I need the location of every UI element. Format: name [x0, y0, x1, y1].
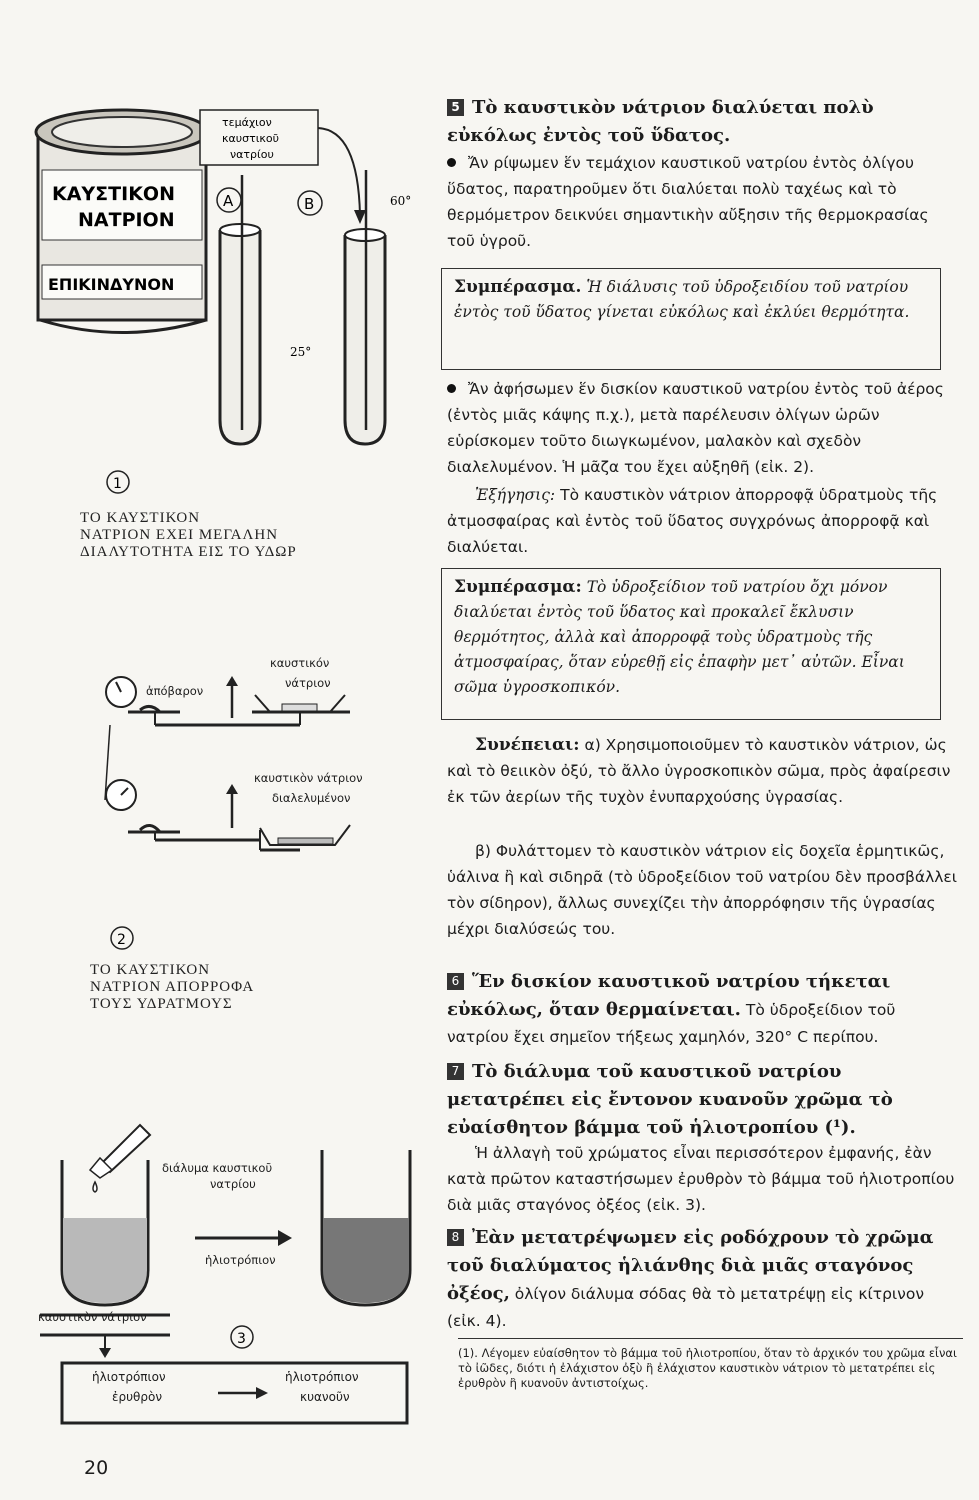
conclusion-box-1: [441, 268, 941, 370]
figure-2-top-label-1: καυστικόν: [270, 656, 330, 670]
tube-b-label: B: [304, 195, 315, 213]
page-number: 20: [84, 1457, 109, 1479]
footnote-rule: [458, 1338, 963, 1339]
section-8-text: ὀλίγον διάλυμα σόδας θὰ τὸ μετατρέψῃ εἰς κίτρινον (εἰκ. 4).: [447, 1285, 924, 1330]
section-6-text: Τὸ ὑδροξείδιον τοῦ νατρίου ἔχει σημεῖον τήξεως χαμηλόν, 320° C περίπου.: [447, 1001, 896, 1046]
section-7-number: 7: [447, 1063, 464, 1080]
figure-3-dropper-label-1: διάλυμα καυστικοῦ: [162, 1161, 273, 1175]
tag-line-2: καυστικοῦ: [222, 132, 279, 145]
figure-3-arrow-label: ἡλιοτρόπιον: [205, 1253, 276, 1267]
conclusion-box-1-title: Συμπέρασμα.: [454, 277, 582, 297]
figure-2-illustration: [0, 650, 440, 950]
bullet-icon: [447, 384, 456, 393]
figure-3-result-right-1: ἡλιοτρόπιον: [285, 1370, 359, 1384]
section-5-heading: 5 Τὸ καυστικὸν νάτριον διαλύεται πολὺ εὐκόλως ἐντὸς τοῦ ὕδατος.: [447, 97, 874, 146]
figure-3-result-right-2: κυανοῦν: [300, 1390, 350, 1404]
section-6-number: 6: [447, 973, 464, 990]
explanation-paragraph: Ἐξήγησις: Τὸ καυστικὸν νάτριον ἀπορροφᾷ ὑδρατμοὺς τῆς ἀτμοσφαίρας καὶ ἐντὸς τοῦ ὕδατος συγχρόνως ἀπορροφᾷ καὶ διαλύεται.: [447, 486, 938, 556]
figure-2-bottom-label-1: καυστικὸν νάτριον: [254, 771, 363, 785]
temperature-a: 25°: [290, 345, 312, 359]
test-tube-b: [345, 170, 385, 444]
figure-2-number: 2: [117, 932, 126, 948]
section-8-heading: Ἐὰν μετατρέψωμεν εἰς ροδόχρουν τὸ χρῶμα τοῦ διαλύματος ἡλιάνθης διὰ μιᾶς σταγόνος ὀξέος,: [447, 1227, 934, 1304]
consequences-paragraph-a: Συνέπειαι: α) Χρησιμοποιοῦμεν τὸ καυστικὸν νάτριον, ὡς καὶ τὸ θειικὸν ὀξύ, τὸ ἄλλο ὑγροσκοπικὸν σῶμα, πρὸς ἀφαίρεσιν ἐκ τῶν ἀερίων τῆς τυχὸν ἐνυπαρχούσης ὑγρασίας.: [447, 735, 951, 806]
figure-3-result-left-1: ἡλιοτρόπιον: [92, 1370, 166, 1384]
figure-1-illustration: [0, 0, 440, 560]
consequences-paragraph-b: β) Φυλάττομεν τὸ καυστικὸν νάτριον εἰς δοχεῖα ἑρμητικῶς, ὑάλινα ἢ καὶ σιδηρᾶ (τὸ ὑδροξείδιον τοῦ νατρίου δὲν προσβάλλει τὸν σίδηρον), ἄλλως συνεχίζει τὴν ἀπορρόφησιν τῆς ὑγρασίας μέχρι διαλύσεώς του.: [447, 842, 958, 938]
conclusion-box-2: [441, 568, 941, 720]
section-8-number: 8: [447, 1229, 464, 1246]
section-5-paragraph-2: Ἄν ἀφήσωμεν ἕν δισκίον καυστικοῦ νατρίου ἐντὸς τοῦ ἀέρος (ἐντὸς μιᾶς κάψης π.χ.), μετὰ παρέλευσιν ὀλίγων ὡρῶν εὑρίσκομεν τοῦτο διωγκωμένον, μαλακὸν καὶ σχεδὸν διαλελυμένον. Ἡ μᾶζα του ἔχει αὐξηθῆ (εἰκ. 2).: [447, 380, 944, 476]
figure-3-illustration: [0, 1110, 440, 1430]
conclusion-box-2-title: Συμπέρασμα:: [454, 577, 582, 597]
can-label-line-2: ΝΑΤΡΙΟΝ: [78, 209, 175, 231]
conclusion-box-1-text: Ἡ διάλυσις τοῦ ὑδροξειδίου τοῦ νατρίου ἐντὸς τοῦ ὕδατος γίνεται εὐκόλως καὶ ἐκλύει θερμότητα.: [454, 278, 910, 321]
consequences-label: Συνέπειαι:: [475, 735, 580, 755]
temperature-b: 60°: [390, 194, 412, 208]
figure-1-number: 1: [113, 476, 122, 492]
section-5-paragraph: Ἄν ρίψωμεν ἕν τεμάχιον καυστικοῦ νατρίου ἐντὸς ὀλίγου ὕδατος, παρατηροῦμεν ὅτι διαλύεται πολὺ ταχέως καὶ τὸ θερμόμετρον δεικνύει σημαντικὴν αὔξησιν τῆς θερμοκρασίας τοῦ ὑγροῦ.: [447, 154, 929, 250]
figure-1-caption: ΤΟ ΚΑΥΣΤΙΚΟΝ ΝΑΤΡΙΟΝ ΕΧΕΙ ΜΕΓΑΛΗΝ ΔΙΑΛΥΤΟΤΗΤΑ ΕΙΣ ΤΟ ΥΔΩΡ: [80, 510, 297, 560]
figure-2-caption: ΤΟ ΚΑΥΣΤΙΚΟΝ ΝΑΤΡΙΟΝ ΑΠΟΡΡΟΦΑ ΤΟΥΣ ΥΔΡΑΤΜΟΥΣ: [90, 962, 255, 1012]
section-7-text: Ἡ ἀλλαγὴ τοῦ χρώματος εἶναι περισσότερον ἐμφανής, ἐὰν κατὰ πρῶτον καταστήσωμεν ἐρυθρὸν τὸ βάμμα τοῦ ἡλιοτροπίου διὰ μιᾶς σταγόνος ὀξέος (εἰκ. 3).: [447, 1144, 955, 1214]
tag-line-3: νατρίου: [230, 148, 274, 161]
tube-a-label: A: [223, 192, 234, 210]
can-warning-label: ΕΠΙΚΙΝΔΥΝΟΝ: [48, 275, 175, 294]
tag-line-1: τεμάχιον: [222, 116, 272, 129]
figure-2-top-label-2: νάτριον: [285, 676, 331, 690]
arrow-to-tube-b: [318, 128, 360, 215]
figure-3-result-left-2: ἐρυθρὸν: [112, 1390, 163, 1404]
footnote: (1). Λέγομεν εὐαίσθητον τὸ βάμμα τοῦ ἡλιοτροπίου, ὅταν τὸ ἀρχικόν του χρῶμα εἶναι τὸ ἰῶδες, διότι ἡ ἐλάχιστον ὀξὺ ἢ ἐλάχιστον καυστικὸν νάτριον τὸ μετατρέπει εἰς ἐρυθρὸν ἢ κυανοῦν ἀντιστοίχως.: [458, 1346, 957, 1390]
section-8: [447, 1224, 959, 1334]
figure-3-number: 3: [237, 1331, 246, 1347]
can-label-line-1: ΚΑΥΣΤΙΚΟΝ: [52, 183, 175, 205]
figure-3-dropper-label-2: νατρίου: [210, 1177, 256, 1191]
figure-2-bottom-label-2: διαλελυμένον: [272, 791, 351, 805]
explanation-label: Ἐξήγησις:: [475, 486, 556, 504]
section-5-number: 5: [447, 99, 464, 116]
bullet-icon: [447, 158, 456, 167]
section-6-heading: Ἕν δισκίον καυστικοῦ νατρίου τήκεται εὐκόλως, ὅταν θερμαίνεται.: [447, 971, 891, 1020]
conclusion-box-2-text: Τὸ ὑδροξείδιον τοῦ νατρίου ὄχι μόνον διαλύεται ἐντὸς τοῦ ὕδατος καὶ προκαλεῖ ἔκλυσιν θερμότητος, ἀλλὰ καὶ ἀπορροφᾷ τοὺς ὑδρατμοὺς τῆς ἀτμοσφαίρας, ὅταν εὑρεθῇ εἰς ἐπαφὴν μετ᾽ αὐτῶν. Εἶναι σῶμα ὑγροσκοπικόν.: [454, 578, 905, 696]
figure-2-weight-label: ἀπόβαρον: [146, 684, 204, 698]
section-7-heading: Τὸ διάλυμα τοῦ καυστικοῦ νατρίου μετατρέπει εἰς ἔντονον κυανοῦν χρῶμα τὸ εὐαίσθητον βάμμα τοῦ ἡλιοτροπίου (¹).: [447, 1061, 893, 1138]
test-tube-a: [220, 175, 260, 444]
figure-3-box-label: καυστικὸν νάτριον: [38, 1310, 147, 1324]
section-7: [447, 1058, 959, 1142]
section-6: [447, 968, 959, 1050]
